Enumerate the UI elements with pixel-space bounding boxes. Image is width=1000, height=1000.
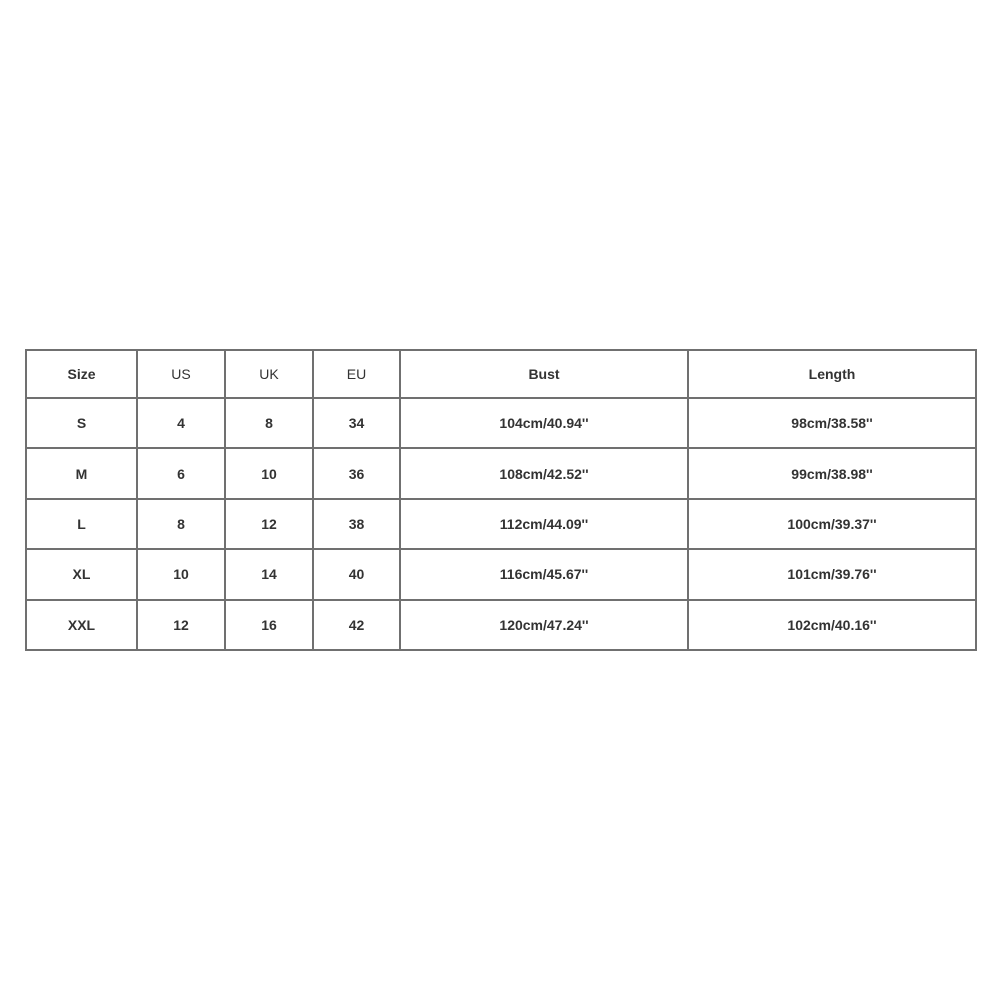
size-chart-table	[25, 349, 977, 651]
cell-bust: 104cm/40.94''	[400, 398, 688, 448]
cell-length: 98cm/38.58''	[688, 398, 976, 448]
cell-us: 12	[137, 600, 225, 650]
cell-bust: 116cm/45.67''	[400, 549, 688, 599]
table-row	[26, 600, 976, 650]
cell-size: L	[26, 499, 137, 549]
header-bust: Bust	[400, 350, 688, 398]
cell-bust: 108cm/42.52''	[400, 448, 688, 498]
cell-size: S	[26, 398, 137, 448]
cell-length: 101cm/39.76''	[688, 549, 976, 599]
header-length: Length	[688, 350, 976, 398]
header-uk: UK	[225, 350, 313, 398]
cell-size: M	[26, 448, 137, 498]
cell-eu: 38	[313, 499, 400, 549]
cell-size: XXL	[26, 600, 137, 650]
cell-uk: 14	[225, 549, 313, 599]
cell-bust: 112cm/44.09''	[400, 499, 688, 549]
table-row	[26, 549, 976, 599]
header-row	[26, 350, 976, 398]
cell-uk: 10	[225, 448, 313, 498]
header-eu: EU	[313, 350, 400, 398]
cell-us: 8	[137, 499, 225, 549]
cell-eu: 34	[313, 398, 400, 448]
cell-us: 6	[137, 448, 225, 498]
table-row	[26, 448, 976, 498]
cell-length: 100cm/39.37''	[688, 499, 976, 549]
cell-eu: 42	[313, 600, 400, 650]
cell-length: 102cm/40.16''	[688, 600, 976, 650]
cell-size: XL	[26, 549, 137, 599]
header-size: Size	[26, 350, 137, 398]
cell-us: 4	[137, 398, 225, 448]
cell-bust: 120cm/47.24''	[400, 600, 688, 650]
cell-length: 99cm/38.98''	[688, 448, 976, 498]
header-us: US	[137, 350, 225, 398]
cell-uk: 8	[225, 398, 313, 448]
table-row	[26, 398, 976, 448]
cell-uk: 12	[225, 499, 313, 549]
cell-eu: 40	[313, 549, 400, 599]
table-row	[26, 499, 976, 549]
cell-eu: 36	[313, 448, 400, 498]
cell-uk: 16	[225, 600, 313, 650]
cell-us: 10	[137, 549, 225, 599]
